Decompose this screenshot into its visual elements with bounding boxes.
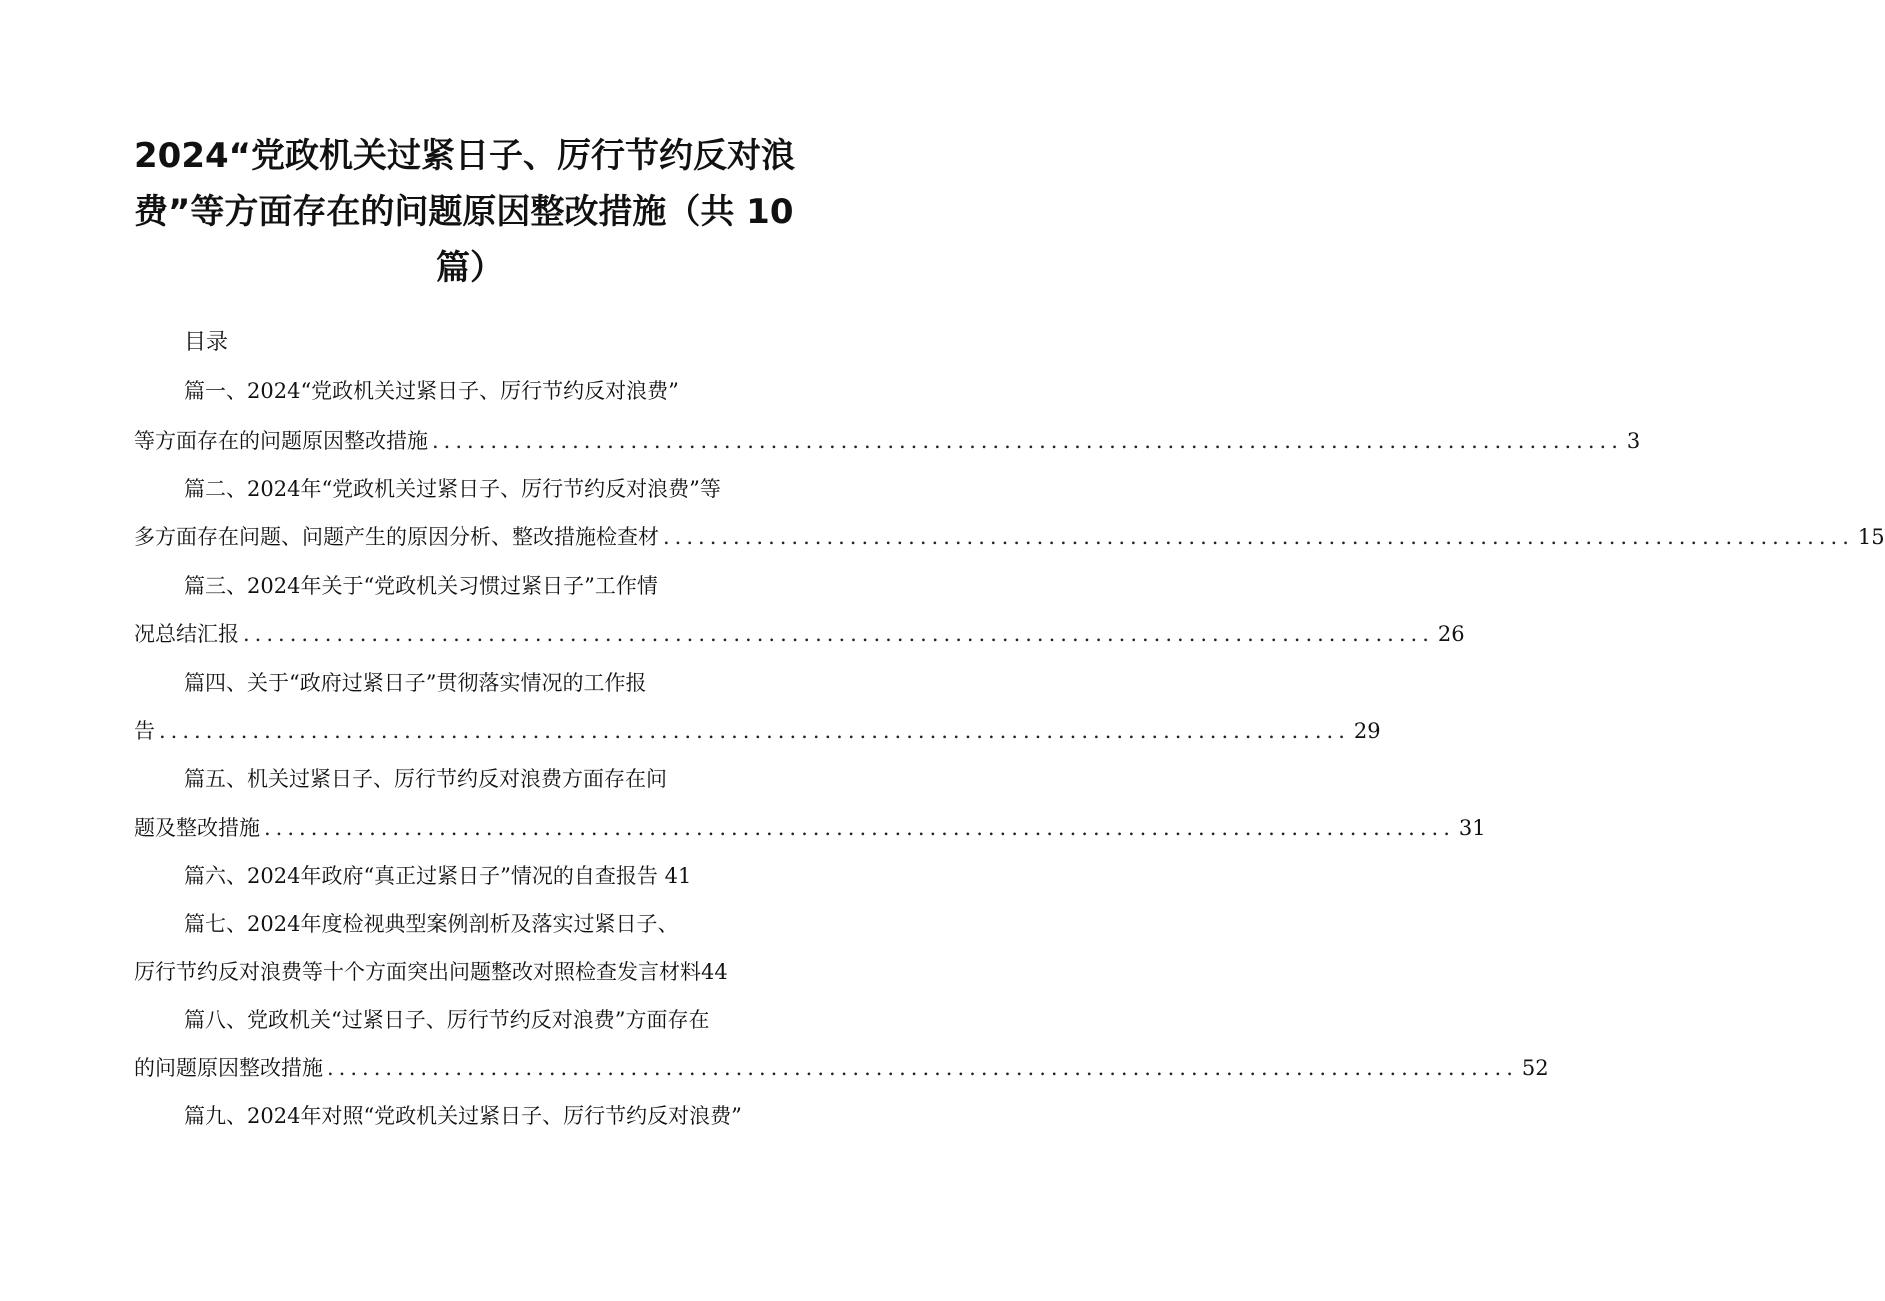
- toc-leader-dots: ......................................................................................................: [432, 429, 1623, 453]
- toc-entry-8-text: 的问题原因整改措施: [134, 1056, 323, 1080]
- toc-entry-1-line-2[interactable]: [134, 425, 1641, 457]
- toc-leader-dots: ......................................................................................................: [264, 816, 1455, 840]
- toc-entry-2-page: 15: [1857, 525, 1885, 549]
- toc-entry-4-page: 29: [1353, 719, 1381, 743]
- toc-leader-dots: ......................................................................................................: [243, 622, 1434, 646]
- toc-entry-4-text: 告: [134, 719, 155, 743]
- toc-entry-2-text: 多方面存在问题、问题产生的原因分析、整改措施检查材: [134, 525, 659, 549]
- title-line-3: 篇）: [436, 248, 504, 288]
- title-line-2: 费”等方面存在的问题原因整改措施（共 10: [134, 192, 794, 232]
- toc-entry-1-line-1[interactable]: 篇一、2024“党政机关过紧日子、厉行节约反对浪费”: [184, 379, 679, 403]
- toc-entry-9-line-1[interactable]: 篇九、2024年对照“党政机关过紧日子、厉行节约反对浪费”: [184, 1104, 742, 1128]
- toc-entry-3-line-2[interactable]: [134, 618, 1465, 650]
- title-line-1: 2024“党政机关过紧日子、厉行节约反对浪: [134, 136, 795, 176]
- toc-entry-3-text: 况总结汇报: [134, 622, 239, 646]
- toc-entry-3-page: 26: [1437, 622, 1465, 646]
- toc-heading: 目录: [184, 330, 229, 355]
- toc-entry-7-line-2[interactable]: 厉行节约反对浪费等十个方面突出问题整改对照检查发言材料44: [134, 960, 728, 984]
- toc-entry-8-line-2[interactable]: [134, 1052, 1549, 1084]
- toc-leader-dots: ......................................................................................................: [663, 525, 1854, 549]
- toc-entry-2-line-1[interactable]: 篇二、2024年“党政机关过紧日子、厉行节约反对浪费”等: [184, 477, 721, 501]
- toc-entry-1-page: 3: [1626, 429, 1641, 453]
- toc-entry-8-line-1[interactable]: 篇八、党政机关“过紧日子、厉行节约反对浪费”方面存在: [184, 1008, 710, 1032]
- toc-entry-5-page: 31: [1458, 816, 1486, 840]
- document-title: [110, 128, 810, 296]
- toc-entry-7-line-1[interactable]: 篇七、2024年度检视典型案例剖析及落实过紧日子、: [184, 912, 679, 936]
- toc-entry-5-line-2[interactable]: [134, 812, 1486, 844]
- toc-entry-6-line-1[interactable]: 篇六、2024年政府“真正过紧日子”情况的自查报告 41: [184, 864, 692, 888]
- toc-leader-dots: ......................................................................................................: [327, 1056, 1518, 1080]
- toc-entry-4-line-2[interactable]: [134, 715, 1381, 747]
- toc-entry-5-line-1[interactable]: 篇五、机关过紧日子、厉行节约反对浪费方面存在问: [184, 767, 667, 791]
- toc-entry-2-line-2[interactable]: [134, 521, 1885, 553]
- toc-entry-4-line-1[interactable]: 篇四、关于“政府过紧日子”贯彻落实情况的工作报: [184, 671, 647, 695]
- toc-entry-8-page: 52: [1521, 1056, 1549, 1080]
- toc-leader-dots: ......................................................................................................: [159, 719, 1350, 743]
- toc-entry-3-line-1[interactable]: 篇三、2024年关于“党政机关习惯过紧日子”工作情: [184, 574, 658, 598]
- toc-entry-1-text: 等方面存在的问题原因整改措施: [134, 429, 428, 453]
- toc-entry-5-text: 题及整改措施: [134, 816, 260, 840]
